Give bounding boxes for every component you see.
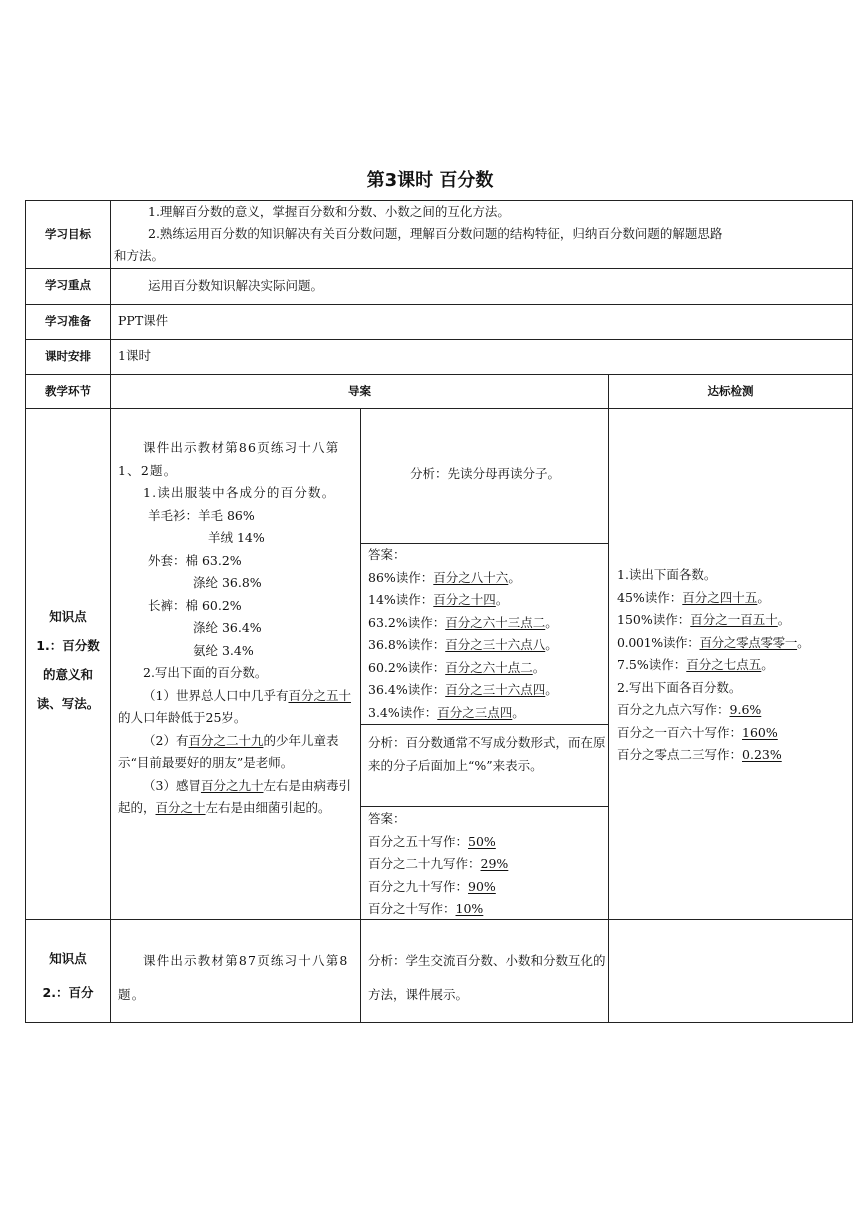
row-label-prep: 学习准备 [45, 314, 91, 328]
time-text: 1课时 [118, 348, 151, 363]
kp1-answer-1: 答案： 86%读作：百分之八十六。 14%读作：百分之十四。 63.2%读作：百分之六十三点二。 36.8%读作：百分之三十六点八。 60.2%读作：百分之六十点二。 36.4%读作：百分之三十六点四。 3.4%读作：百分之三点四。 [368, 547, 558, 720]
goal-line-3: 和方法。 [114, 248, 165, 263]
header-teaching-step: 教学环节 [45, 384, 91, 398]
header-guide: 导案 [348, 384, 371, 398]
kp2-guide: 课件出示教材第87页练习十八第8题。 [118, 953, 349, 1002]
row-label-key: 学习重点 [45, 278, 91, 292]
guide-q1: （1）世界总人口中几乎有百分之五十的人口年龄低于25岁。 [118, 687, 351, 725]
kp1-guide: 课件出示教材第86页练习十八第1、2题。 1.读出服装中各成分的百分数。 羊毛衫：羊毛 86% 羊绒 14% 外套：棉 63.2% 涤纶 36.8% 长裤：棉 60.2% 涤纶 36.4% 氨纶 3.4% 2.写出下面的百分数。 （1）世界总人口中几乎有百分之五十的人口年龄低于25岁。 （2）有百分之二十九的少年儿童表示“目前最要好的朋友”是老师。 （3）感冒百分之九十左右是由病毒引起的，百分之十左右是由细菌引起的。 [118, 437, 354, 820]
kp2-label: 知识点 2.：百分 [42, 951, 94, 1000]
guide-task-2: 2.写出下面的百分数。 [143, 665, 268, 680]
kp1-analysis-1: 分析：先读分母再读分子。 [409, 466, 560, 481]
prep-text: PPT课件 [118, 313, 169, 328]
guide-intro: 课件出示教材第86页练习十八第1、2题。 [118, 440, 340, 478]
row-label-goal: 学习目标 [45, 227, 91, 241]
kp1-analysis-2: 分析：百分数通常不写成分数形式，而在原来的分子后面加上“%”来表示。 [368, 735, 606, 773]
kp1-label: 知识点 1.：百分数 的意义和 读、写法。 [36, 609, 100, 711]
kp2-analysis: 分析：学生交流百分数、小数和分数互化的方法，课件展示。 [368, 953, 606, 1002]
goal-line-2: 2.熟练运用百分数的知识解决有关百分数问题，理解百分数问题的结构特征，归纳百分数问题的解题思路 [148, 226, 723, 241]
header-check: 达标检测 [707, 384, 754, 398]
kp1-answer-2: 答案： 百分之五十写作：50% 百分之二十九写作：29% 百分之九十写作：90% 百分之十写作：10% [368, 811, 509, 916]
key-text: 运用百分数知识解决实际问题。 [148, 278, 324, 293]
guide-task-1: 1.读出服装中各成分的百分数。 [143, 485, 336, 500]
guide-q2: （2）有百分之二十九的少年儿童表示“目前最要好的朋友”是老师。 [118, 732, 339, 770]
guide-q3: （3）感冒百分之九十左右是由病毒引起的，百分之十左右是由细菌引起的。 [118, 777, 351, 815]
kp1-check: 1.读出下面各数。 45%读作：百分之四十五。 150%读作：百分之一百五十。 0.001%读作：百分之零点零零一。 7.5%读作：百分之七点五。 2.写出下面各百分数。 百分之九点六写作：9.6% 百分之一百六十写作：160% 百分之零点二三写作：0.23% [617, 567, 810, 762]
goal-line-1: 1.理解百分数的意义，掌握百分数和分数、小数之间的互化方法。 [148, 204, 510, 219]
row-label-time: 课时安排 [45, 349, 91, 363]
page-title: 第3课时 百分数 [366, 170, 494, 191]
